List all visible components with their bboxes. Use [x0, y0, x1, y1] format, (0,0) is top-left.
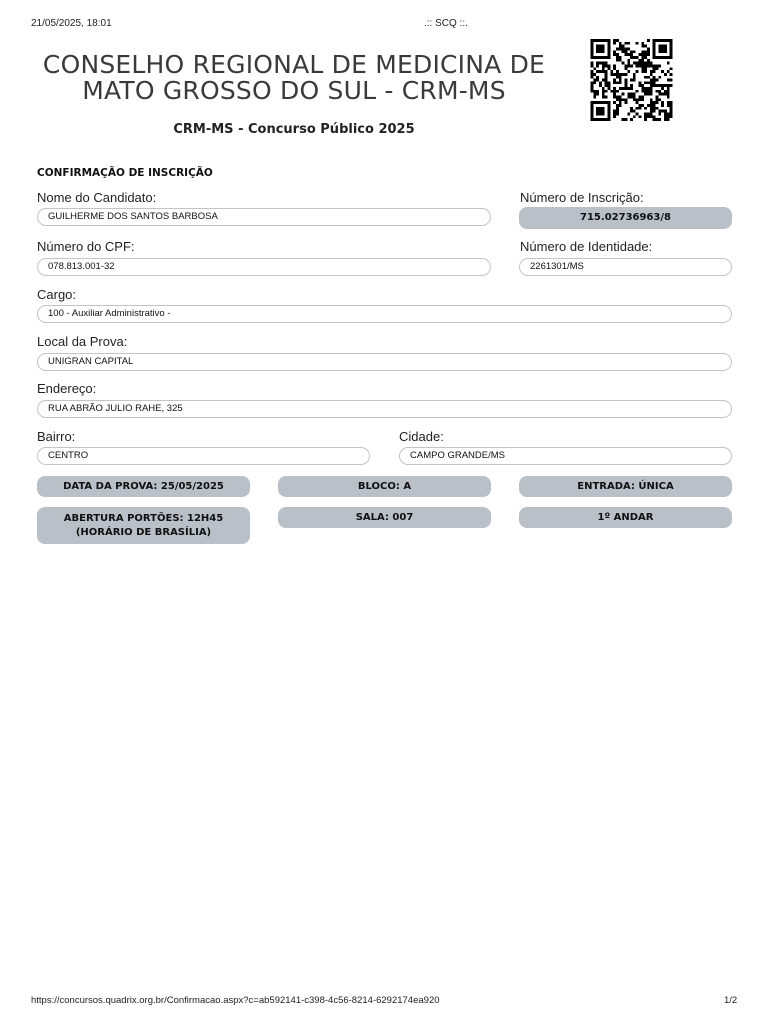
title-line-1: CONSELHO REGIONAL DE MEDICINA DE — [42, 50, 546, 79]
local-field: UNIGRAN CAPITAL — [37, 353, 732, 371]
cpf-field: 078.813.001-32 — [37, 258, 491, 276]
andar-badge: 1º ANDAR — [519, 507, 732, 528]
qr-code-icon — [589, 39, 674, 121]
nome-label: Nome do Candidato: — [37, 190, 157, 205]
sala-badge: SALA: 007 — [278, 507, 491, 528]
cargo-label: Cargo: — [37, 287, 77, 302]
abertura-line-2: (HORÁRIO DE BRASÍLIA) — [75, 526, 212, 538]
bairro-label: Bairro: — [37, 429, 76, 444]
local-label: Local da Prova: — [37, 334, 128, 349]
abertura-line-1: ABERTURA PORTÕES: 12H45 — [63, 512, 224, 524]
footer-url: https://concursos.quadrix.org.br/Confirmacao.aspx?c=ab592141-c398-4c56-8214-6292174ea920 — [31, 995, 440, 1006]
nome-field: GUILHERME DOS SANTOS BARBOSA — [37, 208, 491, 226]
bairro-field: CENTRO — [37, 447, 370, 465]
endereco-label: Endereço: — [37, 381, 97, 396]
inscricao-label: Número de Inscrição: — [520, 190, 644, 205]
cargo-field: 100 - Auxiliar Administrativo - — [37, 305, 732, 323]
identidade-field: 2261301/MS — [519, 258, 732, 276]
endereco-field: RUA ABRÃO JULIO RAHE, 325 — [37, 400, 732, 418]
cidade-field: CAMPO GRANDE/MS — [399, 447, 732, 465]
inscricao-badge: 715.02736963/8 — [519, 207, 732, 229]
page-subtitle: CRM-MS - Concurso Público 2025 — [173, 122, 415, 137]
abertura-portoes-badge — [37, 507, 250, 544]
bloco-badge: BLOCO: A — [278, 476, 491, 497]
print-datetime: 21/05/2025, 18:01 — [31, 18, 112, 29]
section-title: CONFIRMAÇÃO DE INSCRIÇÃO — [37, 167, 213, 179]
cidade-label: Cidade: — [399, 429, 444, 444]
print-header-center: .:: SCQ ::. — [424, 18, 468, 29]
page-number: 1/2 — [724, 995, 738, 1006]
data-prova-badge: DATA DA PROVA: 25/05/2025 — [37, 476, 250, 497]
title-line-2: MATO GROSSO DO SUL - CRM-MS — [82, 76, 506, 105]
entrada-badge: ENTRADA: ÚNICA — [519, 476, 732, 497]
page-title — [40, 52, 548, 104]
cpf-label: Número do CPF: — [37, 239, 135, 254]
identidade-label: Número de Identidade: — [520, 239, 653, 254]
